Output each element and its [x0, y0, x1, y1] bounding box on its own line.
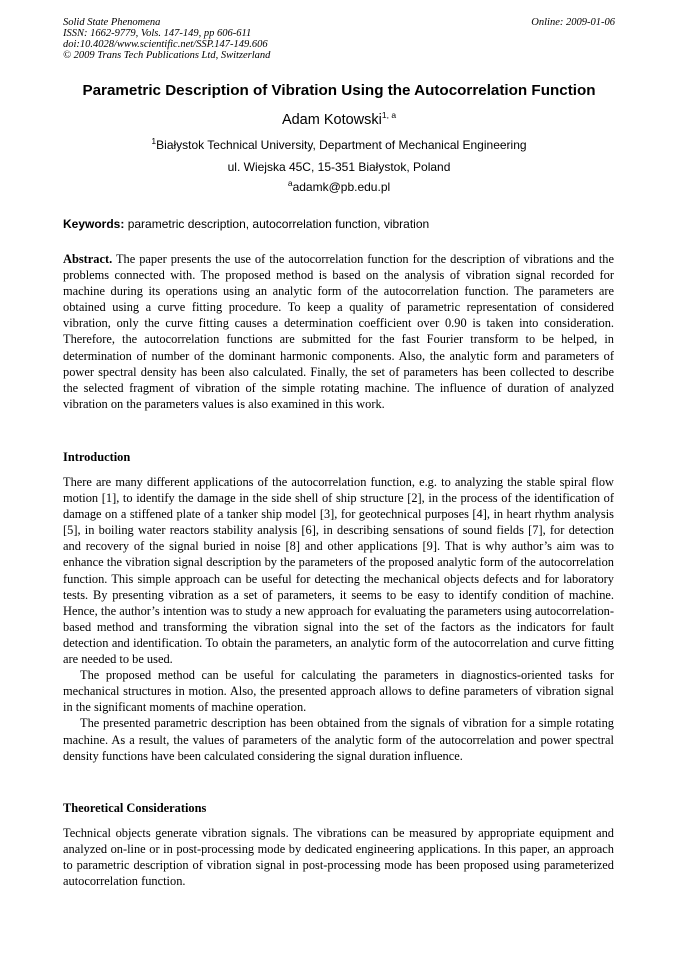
author-name: Adam Kotowski	[281, 112, 382, 128]
author-sup: 1, a	[381, 110, 397, 121]
intro-paragraph: The proposed method can be useful for calculating the parameters in diagnostics-oriented tasks for mechanical structures in motion. Also, the presented approach allows to define parameters of vibration signal in the significant moments of machine operation.	[63, 668, 614, 715]
email-sup: a	[287, 178, 293, 188]
author-line	[40, 112, 638, 128]
section-heading-theory: Theoretical Considerations	[63, 801, 207, 815]
intro-paragraph: The presented parametric description has been obtained from the signals of vibration for a simple rotating machine. As a result, the values of parameters of the analytic form of the autocorrelation and power spectral density functions have been calculated considering the signal duration influence.	[63, 716, 614, 763]
keywords-text: parametric description, autocorrelation function, vibration	[124, 217, 430, 231]
affiliation-institution: Białystok Technical University, Department of Mechanical Engineering	[156, 138, 527, 152]
keywords	[63, 217, 429, 231]
affiliation-email-line	[40, 180, 638, 194]
journal-name: Solid State Phenomena	[63, 17, 161, 28]
intro-paragraph: There are many different applications of the autocorrelation function, e.g. to analyzing the stable spiral flow motion [1], to identify the damage in the side shell of ship structure [2], in the process of the identification of damage on a stiffened plate of a tanker ship model [3], for geotechnical purposes [4], in heart rhythm analysis [5], in boiling water reactors stability analysis [6], in describing sensations of sound fields [7], for detection and recovery of the signal buried in noise [8] and other applications [9]. That is why author’s aim was to enhance the vibration signal description by the parameters of the proposed analytic form of the autocorrelation function. This simple approach can be useful for detecting the mechanical objects defects and for laboratory tests. By presenting vibration as a set of parameters, it seems to be easy to identify condition of machine. Hence, the author’s intention was to study a new approach for evaluating the parameters using autocorrelation-based method and transforming the vibration signal into the set of the factors as the indicators for fault detection and identification. To obtain the parameters, an analytic form of the autocorrelation and curve fitting are needed to be used.	[63, 475, 614, 667]
theory-body	[63, 825, 614, 889]
section-heading-introduction: Introduction	[63, 450, 131, 464]
author-email: adamk@pb.edu.pl	[292, 180, 391, 194]
journal-info	[63, 17, 270, 61]
abstract	[63, 251, 614, 412]
theory-paragraph: Technical objects generate vibration signals. The vibrations can be measured by appropriate equipment and analyzed on-line or in post-processing mode by dedicated engineering applications. In this paper, an approach to parametric description of vibration signal in post-processing mode has been proposed using parameterized autocorrelation function.	[63, 826, 614, 889]
journal-doi: doi:10.4028/www.scientific.net/SSP.147-149.606	[63, 39, 268, 50]
abstract-label: Abstract.	[63, 252, 113, 266]
paper-title: Parametric Description of Vibration Using the Autocorrelation Function	[82, 82, 596, 99]
affiliation-line-2: ul. Wiejska 45C, 15-351 Białystok, Poland	[227, 160, 451, 174]
journal-issn: ISSN: 1662-9779, Vols. 147-149, pp 606-611	[63, 28, 252, 39]
online-date: Online: 2009-01-06	[531, 17, 615, 28]
journal-copyright: © 2009 Trans Tech Publications Ltd, Switzerland	[63, 50, 271, 61]
affiliation-sup: 1	[151, 136, 157, 146]
affiliation-line-1	[40, 138, 638, 152]
abstract-text: The paper presents the use of the autocorrelation function for the description of vibrations and the problems connected with. The proposed method is based on the analysis of vibration signal recorded for machine during its operations using an analytic form of the autocorrelation function. The parameters are obtained using a curve fitting procedure. To keep a quality of parametric representation of considered vibration, only the curve fitting causes a determination coefficient over 0.90 is taken into consideration. Therefore, the autocorrelation functions are submitted for the fast Fourier transform to be helped, in determination of number of the dominant harmonic components. Also, the analytic form and parameters of power spectral density has been also calculated. Finally, the set of parameters has been collected to describe the selected fragment of vibration of the simple rotating machine. The influence of duration of analyzed vibration on the parameters values is also examined in this work.	[63, 252, 614, 411]
keywords-label: Keywords:	[63, 217, 125, 231]
introduction-body	[63, 474, 614, 764]
